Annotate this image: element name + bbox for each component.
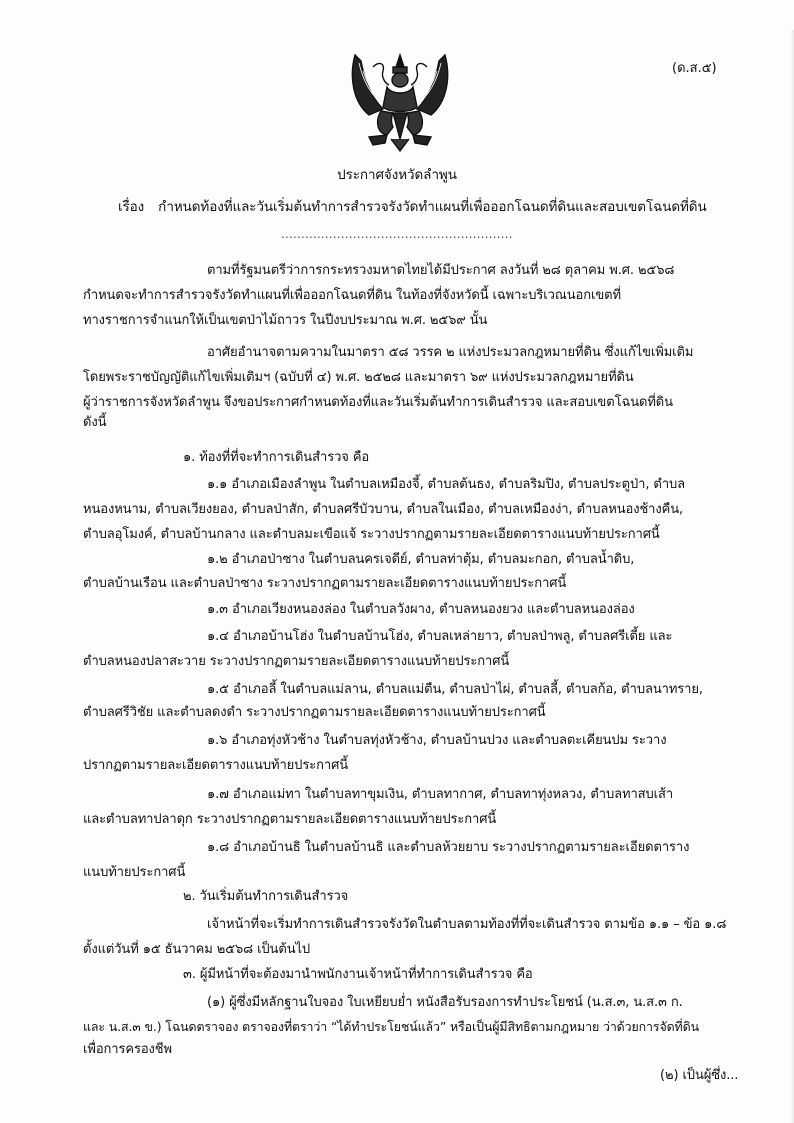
continuation-text: (๒) เป็นผู้ซึ่ง... — [660, 1068, 739, 1083]
section1-item-1-5: ตำบลศรีวิชัย และตำบลดงดำ ระวางปรากฏตามรายละเอียดตารางแนบท้ายประกาศนี้ — [83, 705, 546, 720]
form-code: (ด.ส.๕) — [672, 61, 717, 76]
section1-item-1-3: ๑.๓ อำเภอเวียงหนองล่อง ในตำบลวังผาง, ตำบลหนองยวง และตำบลหนองล่อง — [207, 602, 635, 617]
paragraph2-line: อาศัยอำนาจตามความในมาตรา ๕๘ วรรค ๒ แห่งประมวลกฎหมายที่ดิน ซึ่งแก้ไขเพิ่มเติม — [207, 345, 694, 360]
section1-item-1-1: ตำบลอุโมงค์, ตำบลบ้านกลาง และตำบลมะเขือแจ้ ระวางปรากฏตามรายละเอียดตารางแนบท้ายประกาศนี้ — [83, 527, 660, 542]
paragraph2-line: โดยพระราชบัญญัติแก้ไขเพิ่มเติมฯ (ฉบับที่ ๔) พ.ศ. ๒๕๒๘ และมาตรา ๖๙ แห่งประมวลกฎหมายที่ดิน — [83, 370, 634, 385]
section1-item-1-1: หนองหนาม, ตำบลเวียงยอง, ตำบลป่าสัก, ตำบลศรีบัวบาน, ตำบลในเมือง, ตำบลเหมืองง่า, ตำบลหนองช้างคืน, — [83, 502, 684, 517]
section3-item1-line: (๑) ผู้ซึ่งมีหลักฐานใบจอง ใบเหยียบย่ำ หนังสือรับรองการทำประโยชน์ (น.ส.๓, น.ส.๓ ก. — [207, 995, 683, 1010]
subject-text: กำหนดท้องที่และวันเริ่มต้นทำการสำรวจรังวัดทำแผนที่เพื่อออกโฉนดที่ดินและสอบเขตโฉนดที่ดิน — [158, 199, 707, 215]
section3-item1-line: เพื่อการครองชีพ — [83, 1042, 173, 1057]
section3-heading: ๓. ผู้มีหน้าที่จะต้องมานำพนักงานเจ้าหน้าที่ทำการเดินสำรวจ คือ — [183, 967, 533, 982]
section2-heading: ๒. วันเริ่มต้นทำการเดินสำรวจ — [183, 889, 349, 904]
subject-label: เรื่อง — [118, 199, 145, 215]
section1-item-1-2: ๑.๒ อำเภอป่าซาง ในตำบลนครเจดีย์, ตำบลท่าตุ้ม, ตำบลมะกอก, ตำบลน้ำดิบ, — [207, 552, 635, 567]
section1-item-1-7: ๑.๗ อำเภอแม่ทา ในตำบลทาขุมเงิน, ตำบลทากาศ, ตำบลทาทุ่งหลวง, ตำบลทาสบเส้า — [207, 787, 674, 802]
issuer-title: ประกาศจังหวัดลำพูน — [337, 167, 457, 183]
section1-item-1-1: ๑.๑ อำเภอเมืองลำพูน ในตำบลเหมืองจี้, ตำบลต้นธง, ตำบลริมปิง, ตำบลประตูป่า, ตำบล — [207, 477, 686, 492]
section1-item-1-8: ๑.๘ อำเภอบ้านธิ ในตำบลบ้านธิ และตำบลห้วยยาบ ระวางปรากฏตามรายละเอียดตาราง — [207, 840, 690, 855]
section1-item-1-7: และตำบลทาปลาดุก ระวางปรากฏตามรายละเอียดตารางแนบท้ายประกาศนี้ — [83, 812, 497, 827]
section1-item-1-4: ๑.๔ อำเภอบ้านโฮ่ง ในตำบลบ้านโฮ่ง, ตำบลเหล่ายาว, ตำบลป่าพลู, ตำบลศรีเตี้ย และ — [207, 629, 673, 644]
section1-item-1-6: ปรากฏตามรายละเอียดตารางแนบท้ายประกาศนี้ — [83, 758, 349, 773]
section3-item1-line: และ น.ส.๓ ข.) โฉนดตราจอง ตราจองที่ตราว่า “ได้ทำประโยชน์แล้ว” หรือเป็นผู้มีสิทธิตามกฎหมาย ว่าด้วยการจัดที่ดิน — [83, 1019, 699, 1034]
section1-item-1-2: ตำบลบ้านเรือน และตำบลป่าซาง ระวางปรากฏตามรายละเอียดตารางแนบท้ายประกาศนี้ — [83, 576, 567, 591]
section1-heading: ๑. ท้องที่ที่จะทำการเดินสำรวจ คือ — [183, 450, 370, 465]
paragraph1-line: ตามที่รัฐมนตรีว่าการกระทรวงมหาดไทยได้มีประกาศ ลงวันที่ ๒๘ ตุลาคม พ.ศ. ๒๕๖๘ — [207, 263, 675, 278]
section2-line: ตั้งแต่วันที่ ๑๕ ธันวาคม ๒๕๖๘ เป็นต้นไป — [83, 942, 311, 957]
section1-item-1-8: แนบท้ายประกาศนี้ — [83, 865, 186, 880]
garuda-emblem-icon — [347, 47, 453, 155]
paragraph2-line: ผู้ว่าราชการจังหวัดลำพูน จึงขอประกาศกำหนดท้องที่และวันเริ่มต้นทำการเดินสำรวจ และสอบเขตโฉนดที่ดิน — [83, 395, 673, 410]
section1-item-1-5: ๑.๕ อำเภอลี้ ในตำบลแม่ลาน, ตำบลแม่ตืน, ตำบลป่าไผ่, ตำบลลี้, ตำบลก้อ, ตำบลนาทราย, — [207, 682, 703, 697]
section1-item-1-6: ๑.๖ อำเภอทุ่งหัวช้าง ในตำบลทุ่งหัวช้าง, ตำบลบ้านปวง และตำบลตะเคียนปม ระวาง — [207, 733, 667, 748]
page-edge — [790, 30, 794, 1123]
section1-item-1-4: ตำบลหนองปลาสะวาย ระวางปรากฏตามรายละเอียดตารางแนบท้ายประกาศนี้ — [83, 654, 510, 669]
paragraph1-line: ทางราชการจำแนกให้เป็นเขตป่าไม้ถาวร ในปีงบประมาณ พ.ศ. ๒๕๖๙ นั้น — [83, 313, 488, 328]
paragraph1-line: กำหนดจะทำการสำรวจรังวัดทำแผนที่เพื่อออกโฉนดที่ดิน ในท้องที่จังหวัดนี้ เฉพาะบริเวณนอกเขตที่ — [83, 288, 621, 303]
paragraph2-line: ดังนี้ — [83, 415, 107, 430]
section2-line: เจ้าหน้าที่จะเริ่มทำการเดินสำรวจรังวัดในตำบลตามท้องที่ที่จะเดินสำรวจ ตามข้อ ๑.๑ – ข้อ ๑.๘ — [207, 917, 727, 932]
subject-line — [118, 198, 707, 216]
separator-dots: .......................................................... — [281, 228, 513, 241]
